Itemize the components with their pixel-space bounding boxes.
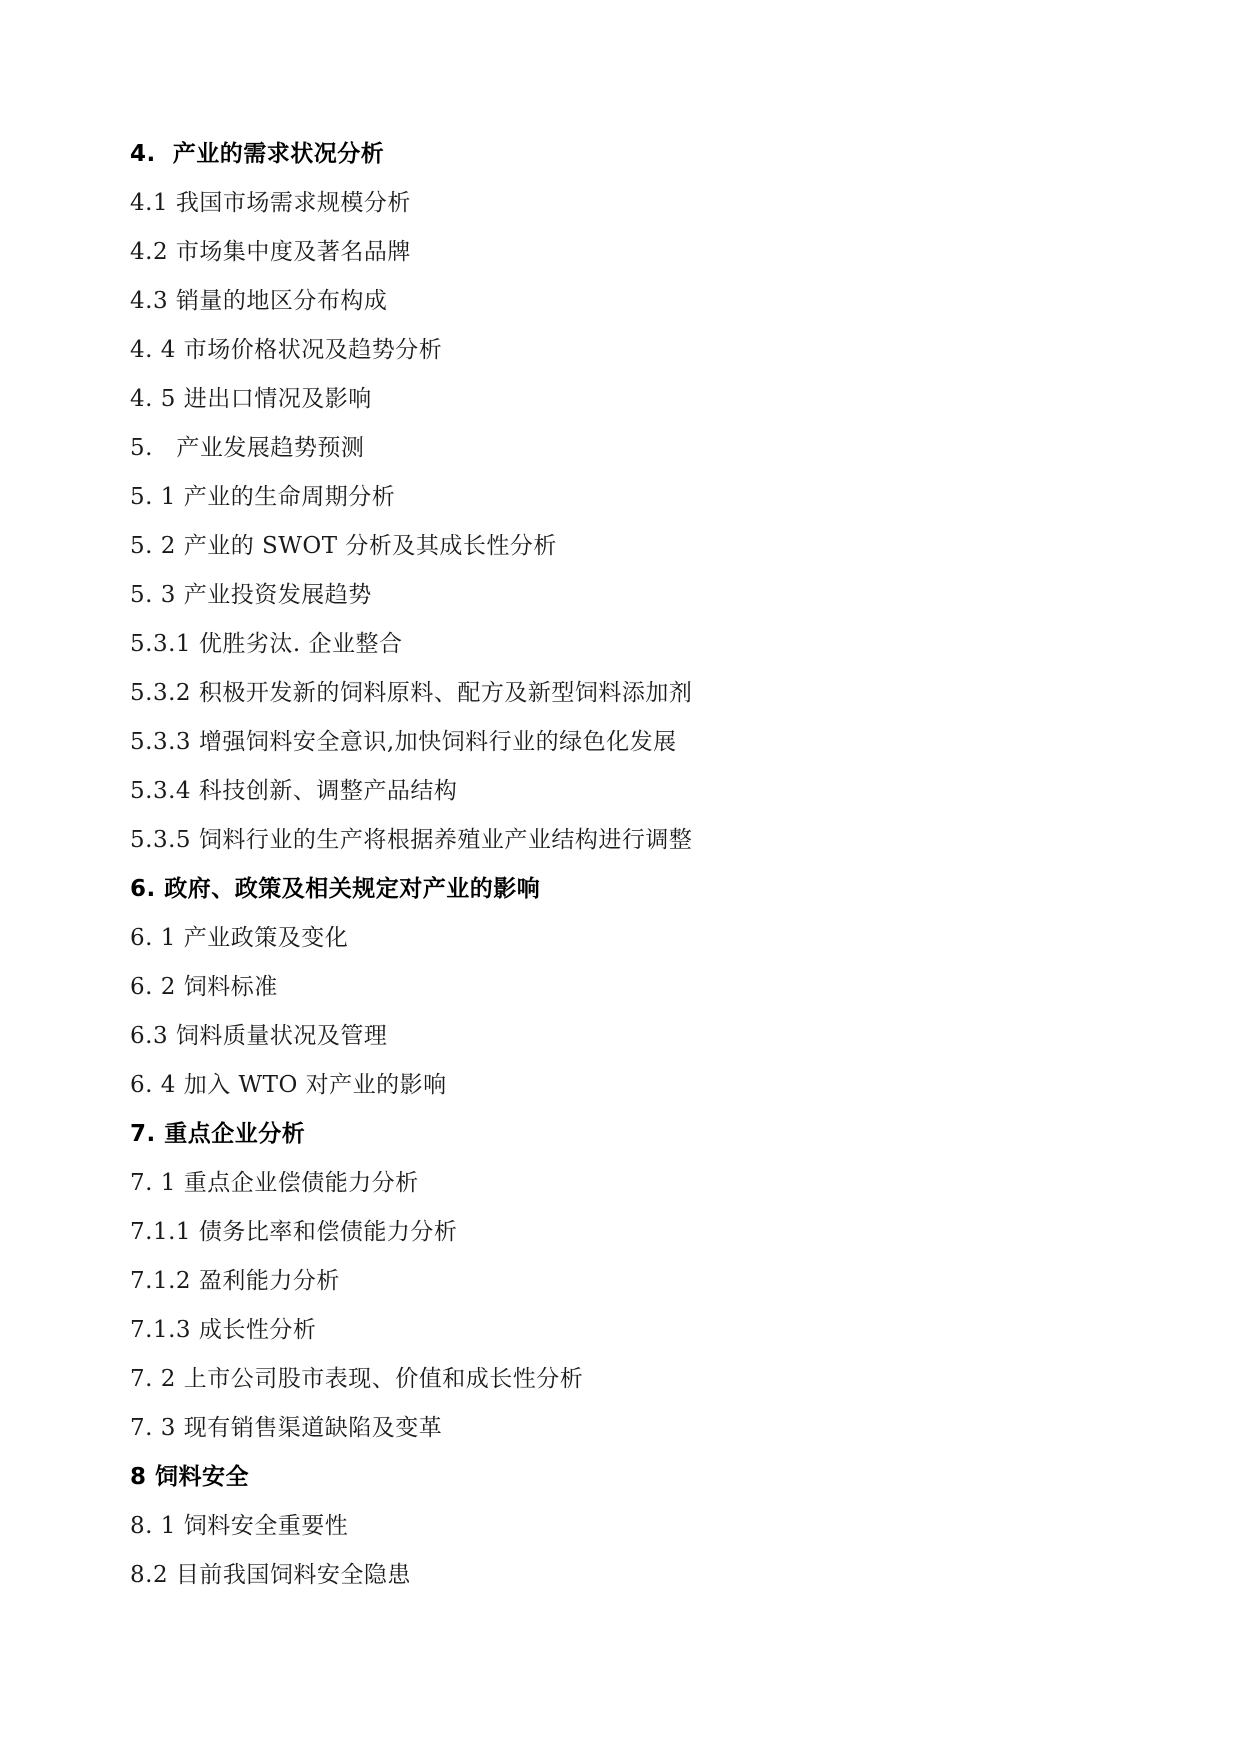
document-page: [130, 130, 1130, 1600]
toc-entry: 4.3 销量的地区分布构成: [130, 288, 388, 314]
toc-entry: 5.3.5 饲料行业的生产将根据养殖业产业结构进行调整: [130, 827, 693, 853]
toc-entry: 7.1.3 成长性分析: [130, 1317, 317, 1343]
toc-entry: 5. 3 产业投资发展趋势: [130, 582, 372, 608]
toc-section-heading: 8 饲料安全: [130, 1464, 250, 1490]
toc-entry: 5.3.2 积极开发新的饲料原料、配方及新型饲料添加剂: [130, 680, 693, 706]
toc-entry: 4.1 我国市场需求规模分析: [130, 190, 411, 216]
toc-entry: 5. 1 产业的生命周期分析: [130, 484, 396, 510]
toc-entry: 5.3.1 优胜劣汰. 企业整合: [130, 631, 403, 657]
toc-entry: 6. 2 饲料标准: [130, 974, 278, 1000]
toc-entry: 4. 5 进出口情况及影响: [130, 386, 372, 412]
toc-entry: 6.3 饲料质量状况及管理: [130, 1023, 388, 1049]
toc-entry: 7. 3 现有销售渠道缺陷及变革: [130, 1415, 443, 1441]
toc-entry: 8.2 目前我国饲料安全隐患: [130, 1562, 411, 1588]
toc-section-heading: 4. 产业的需求状况分析: [130, 141, 385, 167]
toc-entry: 7. 2 上市公司股市表现、价值和成长性分析: [130, 1366, 584, 1392]
toc-entry: 8. 1 饲料安全重要性: [130, 1513, 349, 1539]
toc-entry: 5.3.4 科技创新、调整产品结构: [130, 778, 458, 804]
toc-entry: 7. 1 重点企业偿债能力分析: [130, 1170, 419, 1196]
toc-section-heading: 6. 政府、政策及相关规定对产业的影响: [130, 876, 541, 902]
toc-entry: 4. 4 市场价格状况及趋势分析: [130, 337, 443, 363]
toc-entry: 5. 2 产业的 SWOT 分析及其成长性分析: [130, 533, 557, 559]
toc-entry: 6. 1 产业政策及变化: [130, 925, 349, 951]
toc-section-heading: 7. 重点企业分析: [130, 1121, 306, 1147]
table-of-contents: [130, 130, 1130, 1600]
toc-entry: 4.2 市场集中度及著名品牌: [130, 239, 411, 265]
toc-entry: 7.1.2 盈利能力分析: [130, 1268, 340, 1294]
toc-entry: 5. 产业发展趋势预测: [130, 435, 365, 461]
toc-entry: 7.1.1 债务比率和偿债能力分析: [130, 1219, 458, 1245]
toc-entry: 5.3.3 增强饲料安全意识,加快饲料行业的绿色化发展: [130, 729, 677, 755]
toc-entry: 6. 4 加入 WTO 对产业的影响: [130, 1072, 447, 1098]
